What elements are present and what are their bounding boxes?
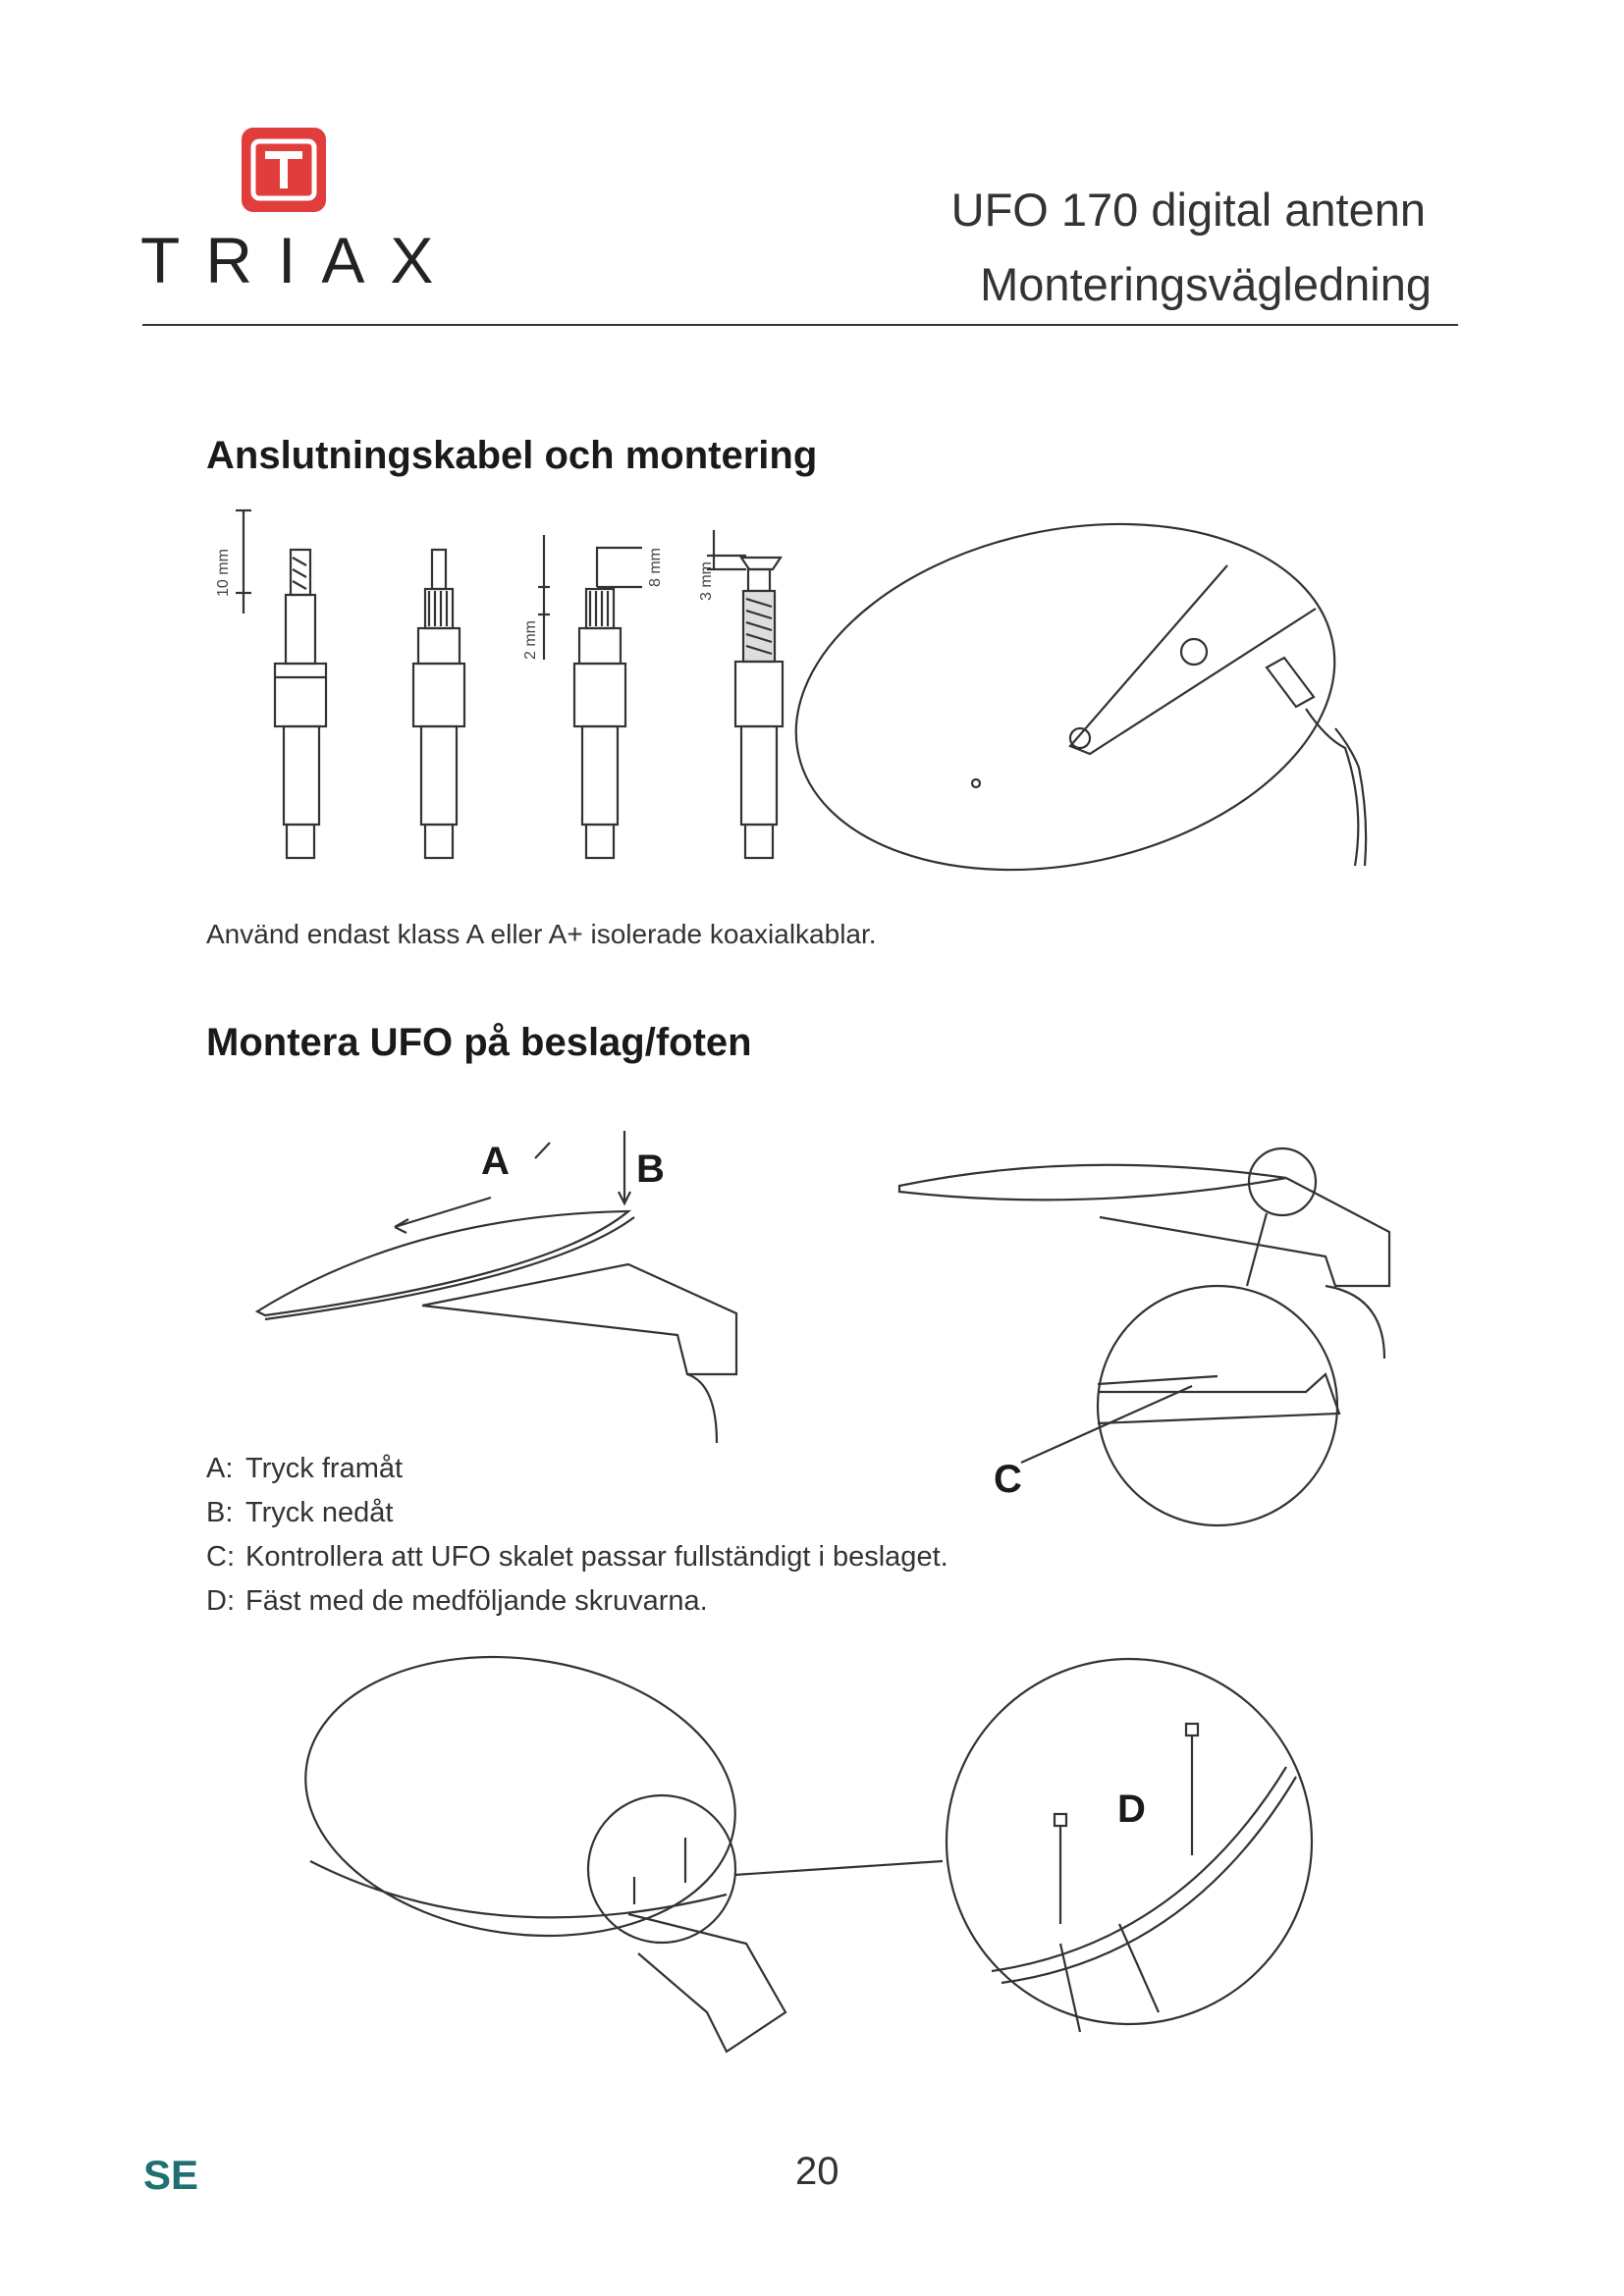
dim-label-10mm: 10 mm <box>215 549 232 597</box>
step-d: D: Fäst med de medföljande skruvarna. <box>206 1585 708 1617</box>
document-title: UFO 170 digital antenn <box>950 184 1426 236</box>
triax-logo-text: TRIAX <box>140 224 460 296</box>
language-code: SE <box>143 2152 199 2198</box>
dim-label-2mm: 2 mm <box>522 620 539 660</box>
label-b: B <box>636 1148 665 1191</box>
label-a: A <box>481 1140 510 1183</box>
section-heading-cable: Anslutningskabel och montering <box>206 434 818 477</box>
label-c: C <box>994 1458 1022 1501</box>
section-heading-mount: Montera UFO på beslag/foten <box>206 1021 752 1064</box>
dim-label-3mm: 3 mm <box>698 561 715 601</box>
page-number: 20 <box>795 2150 839 2193</box>
step-a: A: Tryck framåt <box>206 1453 404 1484</box>
step-b: B: Tryck nedåt <box>206 1497 394 1528</box>
dish-screw-illustration <box>288 1630 1312 2052</box>
label-d: D <box>1117 1788 1146 1831</box>
step-c: C: Kontrollera att UFO skalet passar fullständigt i beslaget. <box>206 1541 948 1573</box>
cable-note: Använd endast klass A eller A+ isolerade koaxialkablar. <box>206 919 877 949</box>
dim-label-8mm: 8 mm <box>647 548 664 587</box>
dish-side-detail-illustration <box>899 1148 1389 1525</box>
document-subtitle: Monteringsvägledning <box>980 258 1432 310</box>
